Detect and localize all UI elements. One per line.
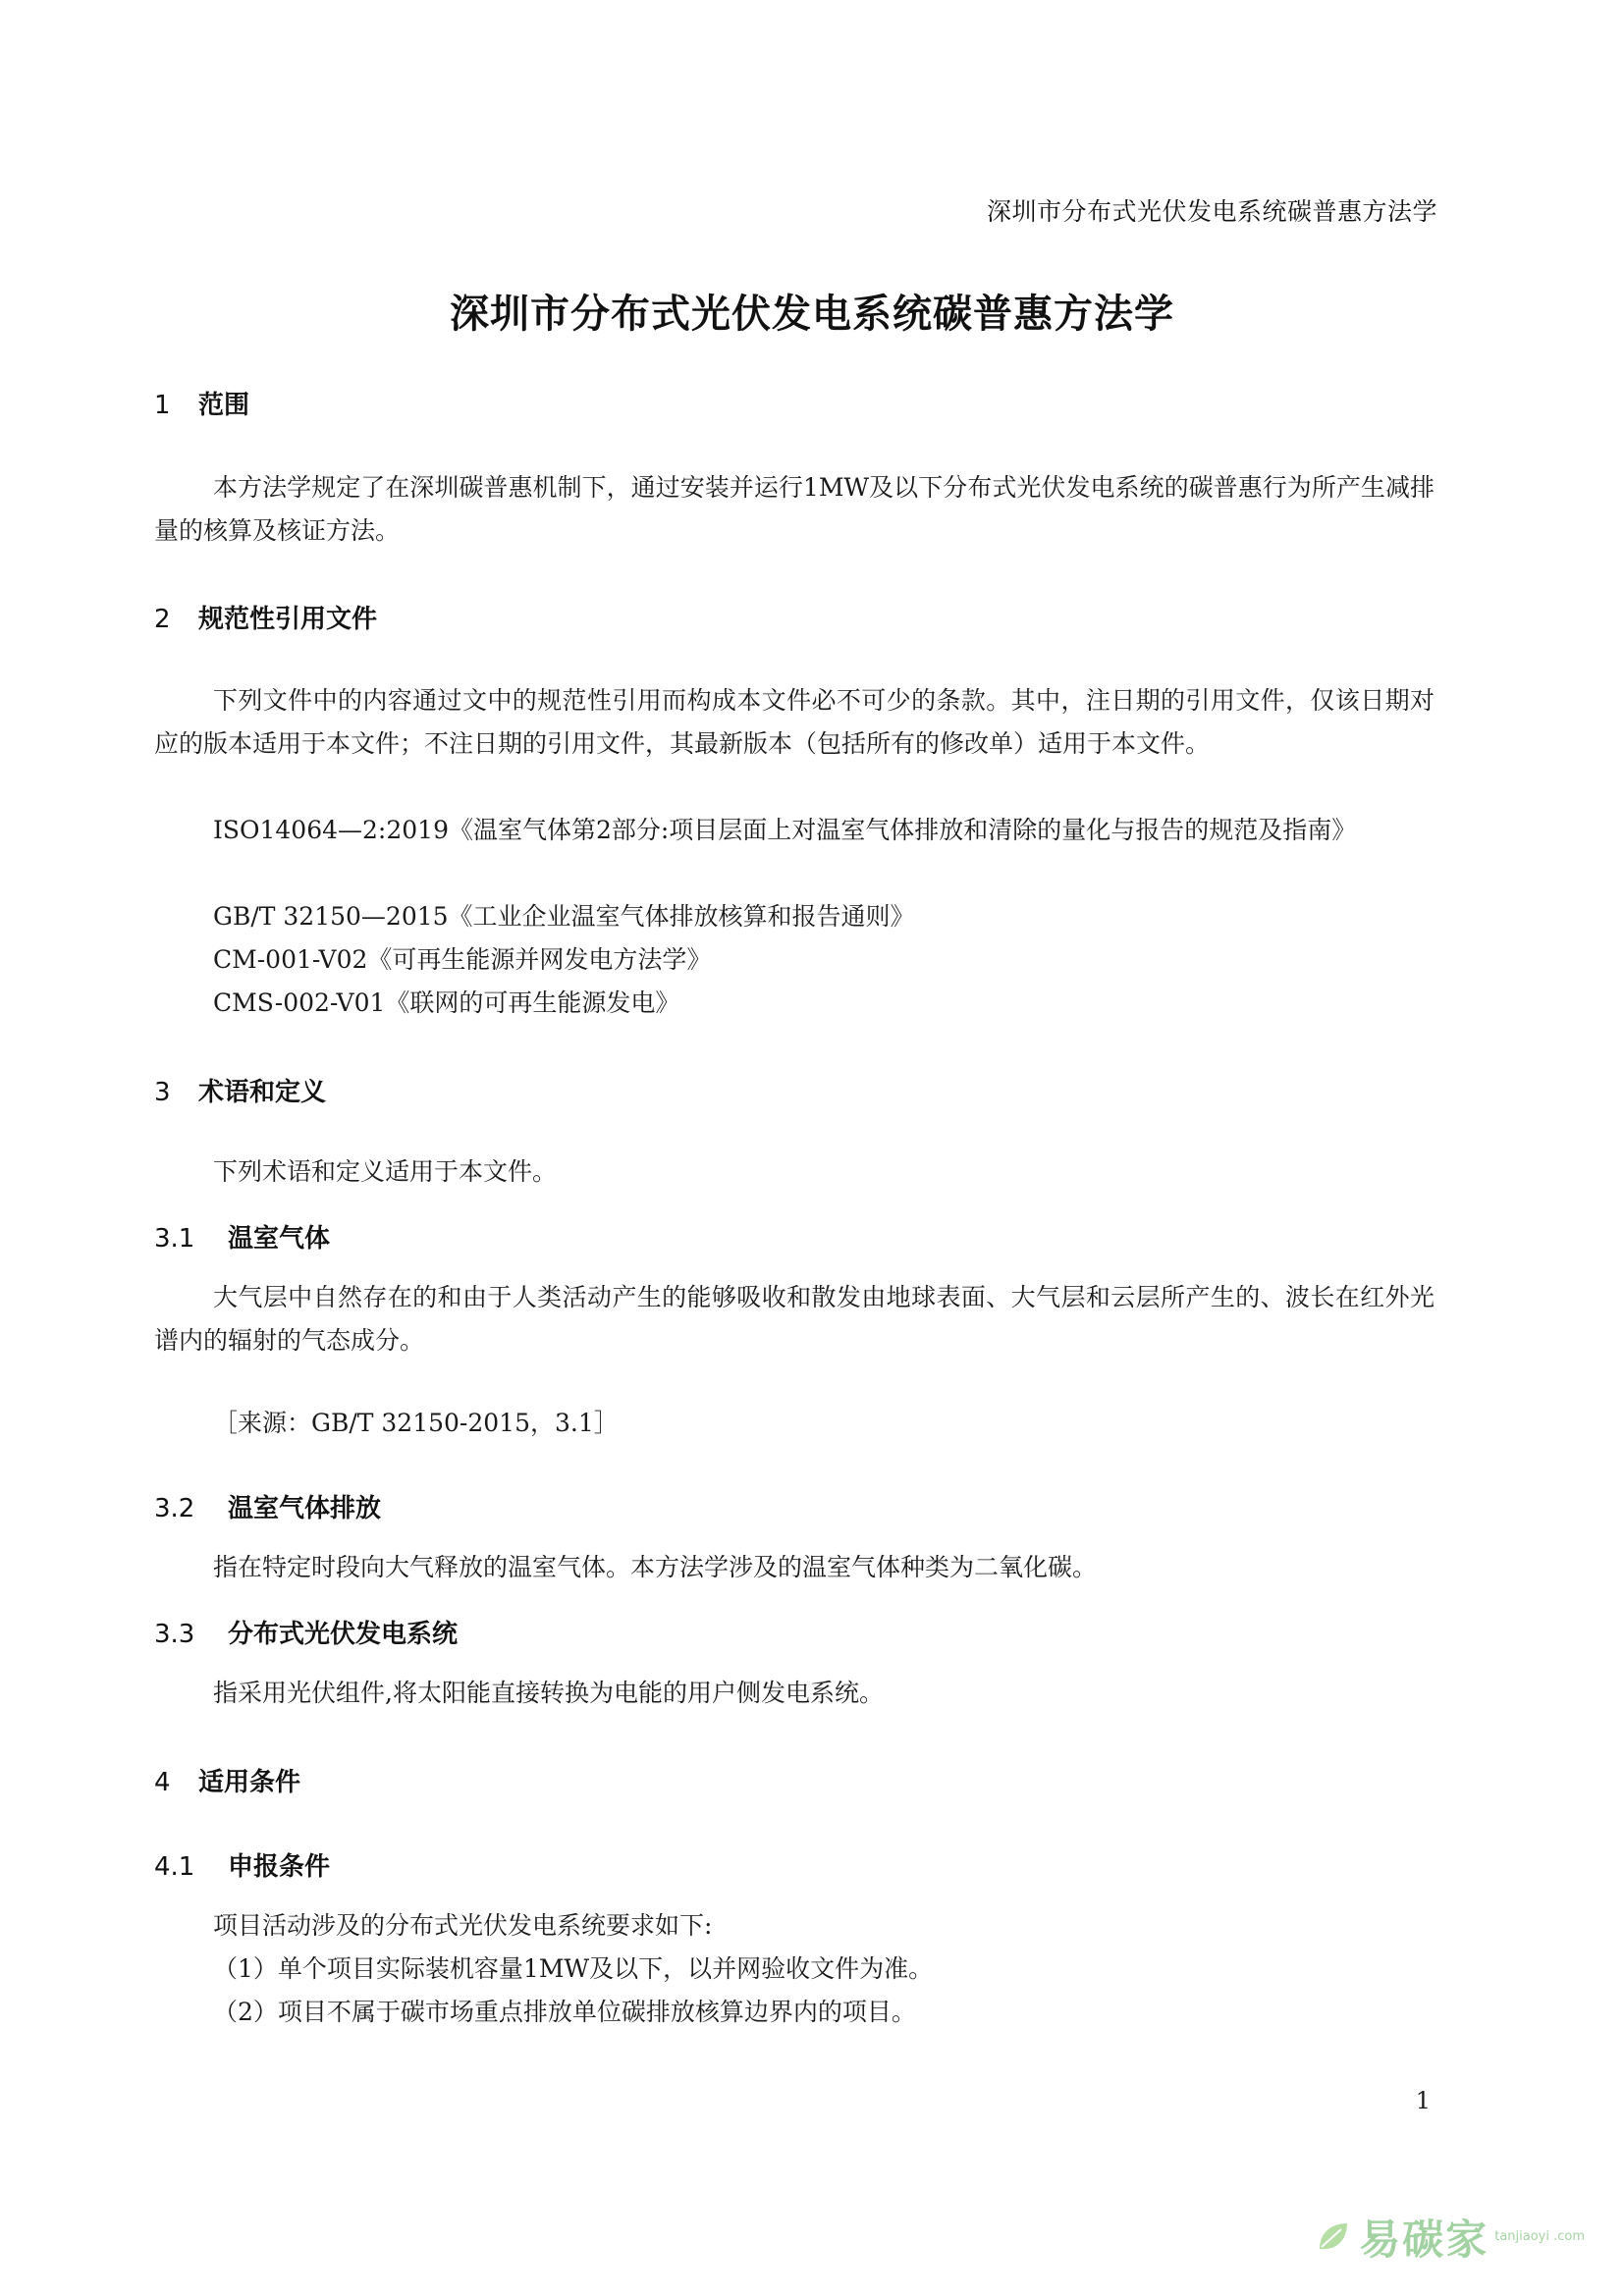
- subsection-4-1-paragraph: 项目活动涉及的分布式光伏发电系统要求如下:: [213, 1911, 713, 1940]
- reference-item: CMS-002-V01《联网的可再生能源发电》: [213, 988, 680, 1017]
- subsection-3-2-paragraph: 指在特定时段向大气释放的温室气体。本方法学涉及的温室气体种类为二氧化碳。: [213, 1553, 1098, 1581]
- running-header: 深圳市分布式光伏发电系统碳普惠方法学: [986, 197, 1437, 226]
- section-number: 1: [154, 391, 171, 420]
- subsection-4-1-heading: [154, 1846, 330, 1883]
- section-3-heading: [154, 1072, 326, 1108]
- condition-item: （1）单个项目实际装机容量1MW及以下，以并网验收文件为准。: [213, 1954, 934, 1983]
- reference-item: ISO14064—2:2019《温室气体第2部分:项目层面上对温室气体排放和清除的量化与报告的规范及指南》: [213, 816, 1357, 844]
- condition-item: （2）项目不属于碳市场重点排放单位碳排放核算边界内的项目。: [213, 1998, 916, 2026]
- subsection-3-3-heading: [154, 1614, 458, 1650]
- subsection-3-1-heading: [154, 1218, 330, 1255]
- section-number: 4: [154, 1768, 171, 1797]
- leaf-logo-icon: [1314, 2217, 1353, 2257]
- document-title: 深圳市分布式光伏发电系统碳普惠方法学: [450, 292, 1174, 337]
- subsection-number: 3.3: [154, 1620, 195, 1649]
- section-title: 范围: [198, 391, 250, 420]
- section-title: 适用条件: [198, 1768, 301, 1797]
- reference-item: GB/T 32150—2015《工业企业温室气体排放核算和报告通则》: [213, 902, 915, 931]
- subsection-number: 4.1: [154, 1852, 195, 1882]
- section-1-paragraph: 本方法学规定了在深圳碳普惠机制下，通过安装并运行1MW及以下分布式光伏发电系统的碳普惠行为所产生减排量的核算及核证方法。: [154, 473, 1435, 545]
- watermark: [1314, 2208, 1585, 2267]
- subsection-title: 申报条件: [228, 1852, 331, 1882]
- reference-item: CM-001-V02《可再生能源并网发电方法学》: [213, 945, 712, 974]
- section-4-heading: [154, 1762, 300, 1798]
- section-2-paragraph: 下列文件中的内容通过文中的规范性引用而构成本文件必不可少的条款。其中，注日期的引用文件，仅该日期对应的版本适用于本文件；不注日期的引用文件，其最新版本（包括所有的修改单）适用于本文件。: [154, 686, 1435, 758]
- section-number: 2: [154, 605, 171, 634]
- subsection-number: 3.1: [154, 1224, 195, 1254]
- subsection-3-2-heading: [154, 1488, 381, 1524]
- section-number: 3: [154, 1078, 171, 1107]
- subsection-title: 温室气体: [228, 1224, 331, 1254]
- watermark-text: 易碳家: [1359, 2216, 1489, 2264]
- subsection-3-3-paragraph: 指采用光伏组件,将太阳能直接转换为电能的用户侧发电系统。: [213, 1679, 884, 1707]
- subsection-number: 3.2: [154, 1494, 195, 1523]
- section-title: 规范性引用文件: [198, 605, 378, 634]
- section-2-heading: [154, 599, 377, 635]
- page-number: 1: [1415, 2087, 1431, 2114]
- watermark-subtext: tanjiaoyi .com: [1494, 2229, 1585, 2244]
- subsection-title: 分布式光伏发电系统: [228, 1620, 459, 1649]
- source-citation: ［来源：GB/T 32150-2015，3.1］: [213, 1409, 619, 1437]
- section-title: 术语和定义: [198, 1078, 327, 1107]
- section-1-heading: [154, 385, 249, 421]
- section-3-paragraph: 下列术语和定义适用于本文件。: [213, 1157, 558, 1186]
- subsection-title: 温室气体排放: [228, 1494, 382, 1523]
- subsection-3-1-paragraph: 大气层中自然存在的和由于人类活动产生的能够吸收和散发由地球表面、大气层和云层所产生的、波长在红外光谱内的辐射的气态成分。: [154, 1283, 1435, 1355]
